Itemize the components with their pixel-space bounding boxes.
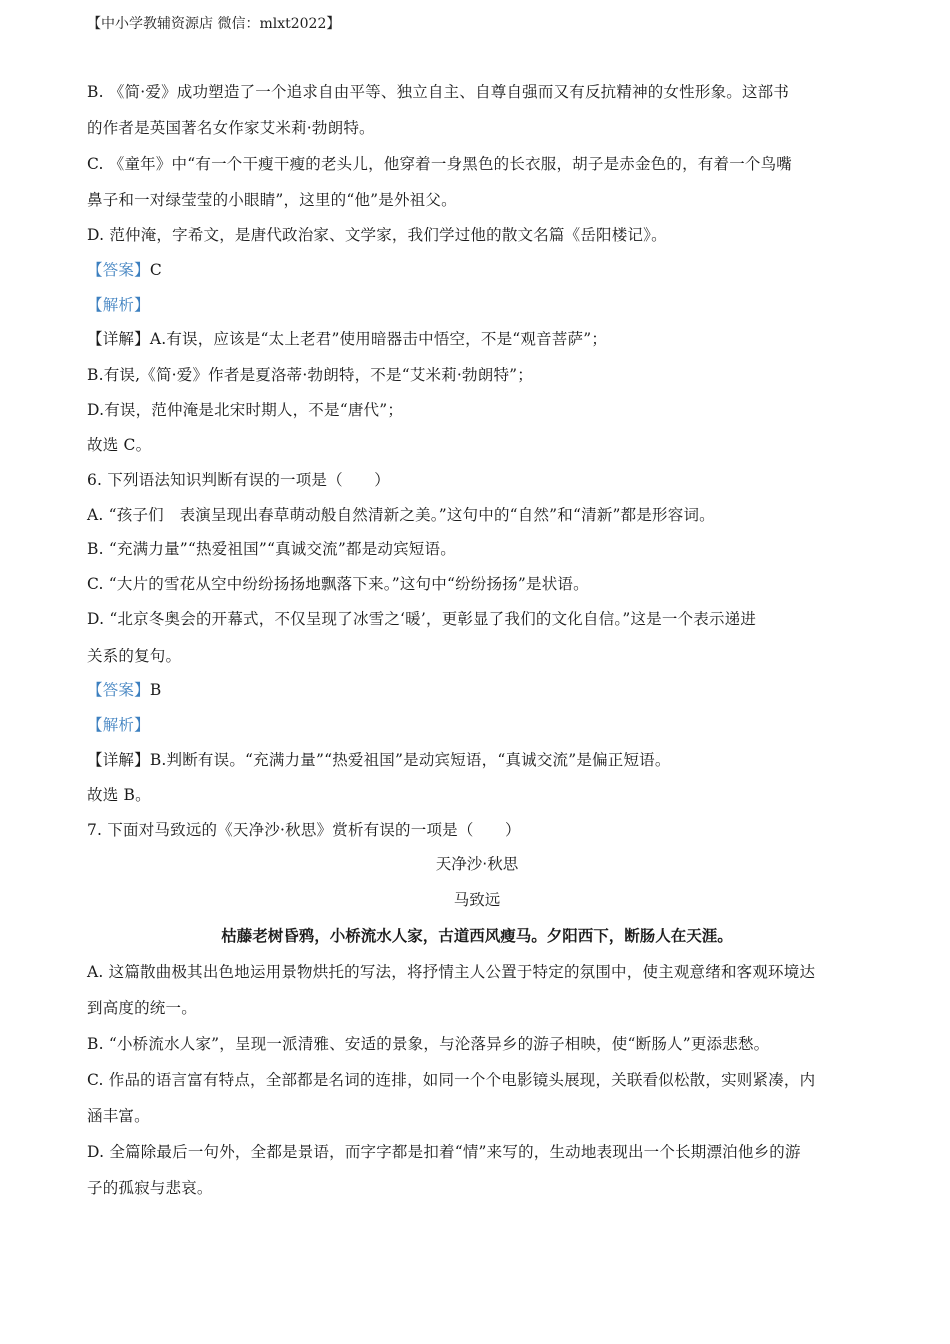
detail-text: A.有误，应该是“太上老君”使用暗器击中悟空，不是“观音菩萨”；: [149, 330, 608, 348]
q6-option-a: A. “孩子们 表演呈现出春草萌动般自然清新之美。”这句中的“自然”和“清新”都是形容词。: [87, 506, 715, 524]
poem-title: 天净沙·秋思: [435, 855, 519, 873]
q6-option-c: C. “大片的雪花从空中纷纷扬扬地飘落下来。”这句中“纷纷扬扬”是状语。: [87, 575, 589, 593]
q6-option-d-line2: 关系的复句。: [87, 647, 182, 665]
detail-text: B.判断有误。“充满力量”“热爱祖国”是动宾短语，“真诚交流”是偏正短语。: [149, 751, 671, 769]
q6-analysis-tag: 【解析】: [87, 716, 150, 734]
detail-tag: 【详解】: [87, 751, 150, 769]
q5-answer: [87, 259, 162, 281]
q7-option-a-line1: A. 这篇散曲极其出色地运用景物烘托的写法，将抒情主人公置于特定的氛围中，使主观意绪和客观环境达: [87, 963, 816, 981]
q7-option-c-line1: C. 作品的语言富有特点，全部都是名词的连排，如同一个个电影镜头展现，关联看似松散，实则紧凑，内: [87, 1071, 816, 1089]
q7-option-a-line2: 到高度的统一。: [87, 999, 197, 1017]
q5-analysis-tag: 【解析】: [87, 296, 150, 314]
q5-detail-3: D.有误，范仲淹是北宋时期人，不是“唐代”；: [87, 401, 404, 419]
page-header: 【中小学教辅资源店 微信：mlxt2022】: [87, 16, 341, 32]
q5-detail-1: [87, 328, 607, 350]
q7-option-d-line1: D. 全篇除最后一句外，全都是景语，而字字都是扣着“情”来写的，生动地表现出一个长期漂泊他乡的游: [87, 1143, 801, 1161]
answer-tag: 【答案】: [87, 681, 150, 699]
poem-author: 马致远: [453, 891, 501, 909]
q5-option-c-line1: C. 《童年》中“有一个干瘦干瘦的老头儿，他穿着一身黑色的长衣服，胡子是赤金色的，有着一个鸟嘴: [87, 155, 792, 173]
poem-body: 枯藤老树昏鸦，小桥流水人家，古道西风瘦马。夕阳西下，断肠人在天涯。: [221, 927, 733, 945]
q5-option-c-line2: 鼻子和一对绿莹莹的小眼睛”，这里的“他”是外祖父。: [87, 191, 457, 209]
q5-option-b-line2: 的作者是英国著名女作家艾米莉·勃朗特。: [87, 119, 375, 137]
q7-option-b: B. “小桥流水人家”，呈现一派清雅、安适的景象，与沦落异乡的游子相映，使“断肠人”更添悲愁。: [87, 1035, 770, 1053]
answer-value: C: [149, 261, 162, 279]
q5-option-b-line1: B. 《简·爱》成功塑造了一个追求自由平等、独立自主、自尊自强而又有反抗精神的女性形象。这部书: [87, 83, 790, 101]
q5-conclusion: 故选 C。: [87, 436, 152, 454]
q6-detail-1: [87, 749, 671, 771]
detail-tag: 【详解】: [87, 330, 150, 348]
q6-stem: 6. 下列语法知识判断有误的一项是（ ）: [87, 471, 390, 489]
answer-tag: 【答案】: [87, 261, 150, 279]
q7-option-d-line2: 子的孤寂与悲哀。: [87, 1179, 213, 1197]
q6-option-d-line1: D. “北京冬奥会的开幕式，不仅呈现了冰雪之‘暖’，更彰显了我们的文化自信。”这是一个表示递进: [87, 610, 757, 628]
q7-stem: 7. 下面对马致远的《天净沙·秋思》赏析有误的一项是（ ）: [87, 821, 521, 839]
q6-option-b: B. “充满力量”“热爱祖国”“真诚交流”都是动宾短语。: [87, 540, 456, 558]
q7-option-c-line2: 涵丰富。: [87, 1107, 150, 1125]
q5-detail-2: B.有误,《简·爱》作者是夏洛蒂·勃朗特，不是“艾米莉·勃朗特”；: [87, 366, 533, 384]
q5-option-d: D. 范仲淹，字希文，是唐代政治家、文学家，我们学过他的散文名篇《岳阳楼记》。: [87, 226, 667, 244]
q6-answer: [87, 679, 161, 701]
answer-value: B: [149, 681, 162, 699]
q6-conclusion: 故选 B。: [87, 786, 151, 804]
